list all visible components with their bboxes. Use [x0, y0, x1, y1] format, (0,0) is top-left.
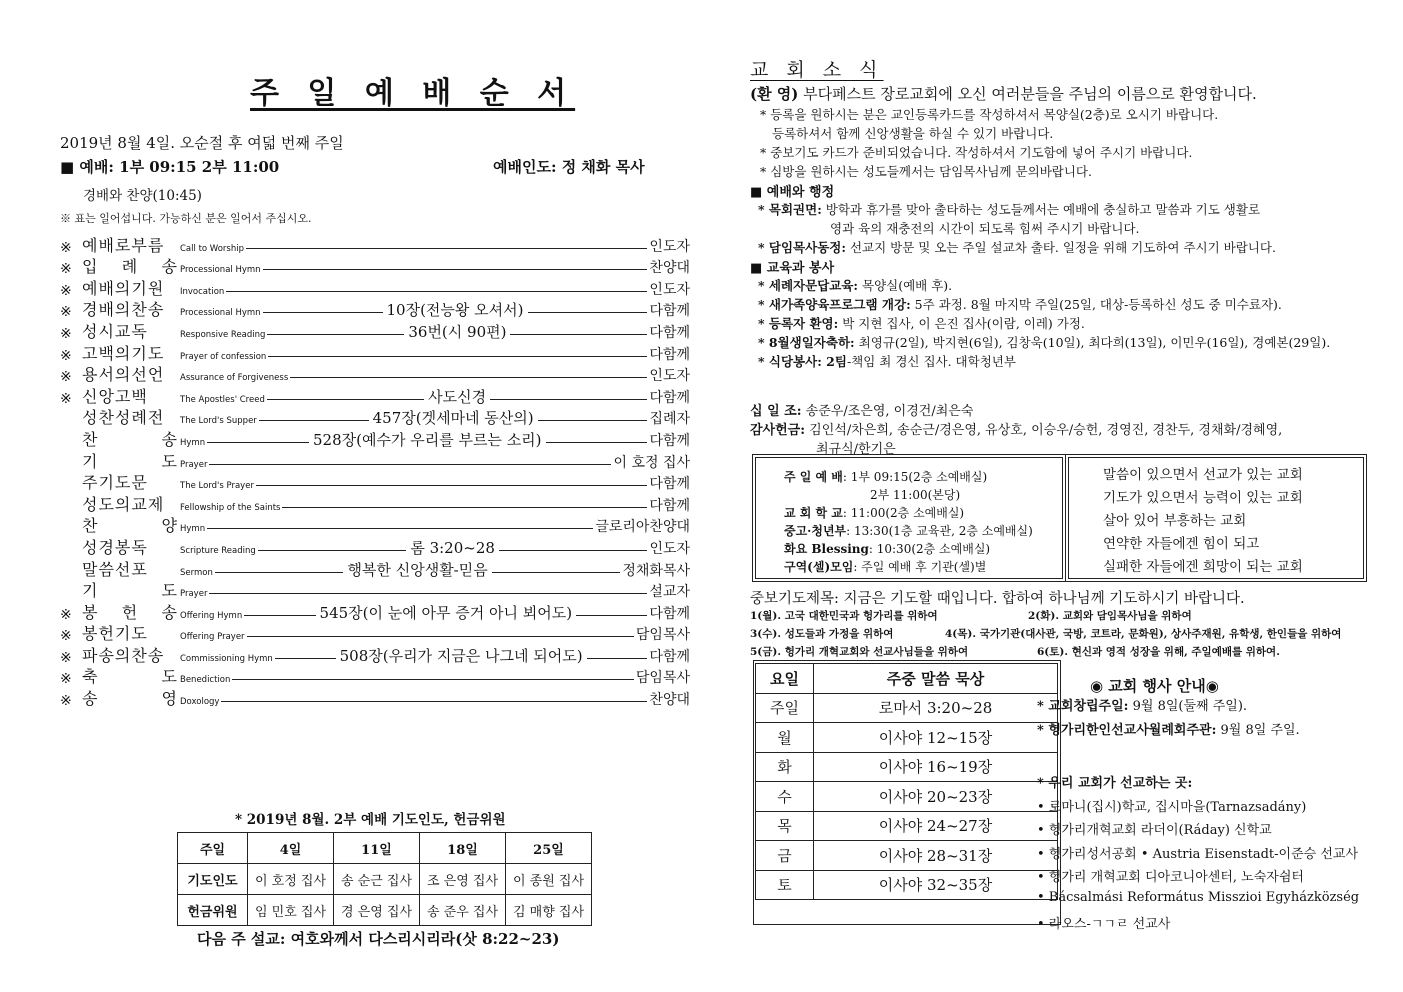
order-name: 축 도 [82, 667, 178, 687]
roster-header: 11일 [334, 833, 420, 864]
order-who: 찬양대 [649, 692, 690, 709]
reading-cell: 수 [756, 782, 814, 812]
news-item [750, 238, 1375, 257]
order-row [60, 320, 690, 342]
order-name: 성시교독 [82, 321, 148, 341]
order-row [60, 277, 690, 299]
order-row [60, 536, 690, 558]
worship-leader: 예배인도: 정 채화 목사 [493, 158, 645, 176]
motto-line: 실패한 자들에겐 희망이 되는 교회 [1103, 559, 1303, 575]
reading-header-row [756, 664, 1058, 694]
order-eng: Invocation [180, 286, 225, 297]
event-text: 9월 8일 주일. [1216, 722, 1300, 738]
order-eng: Doxology [180, 697, 220, 708]
leader-line [492, 572, 621, 573]
roster-cell: 헌금위원 [178, 895, 248, 926]
leader-line [263, 312, 383, 313]
order-who: 인도자 [649, 368, 690, 385]
roster-cell: 이 종원 집사 [506, 864, 592, 895]
order-row [60, 342, 690, 364]
news-item-label: * 세례자문답교육: [758, 278, 859, 293]
news-item [750, 295, 1375, 314]
leader-line [546, 442, 648, 443]
service-info-line [784, 540, 1054, 558]
order-eng: Hymn [180, 524, 206, 535]
order-name: 찬 양 [82, 516, 178, 536]
service-info-line [784, 558, 1054, 576]
mission-item: • 헝가리개혁교회 라더이(Ráday) 신학교 [1037, 823, 1272, 838]
order-name: 고백의기도 [82, 343, 165, 363]
order-name: 예배로부름 [82, 235, 165, 255]
mission-head-text: * 우리 교회가 선교하는 곳: [1037, 776, 1193, 791]
order-detail: 457장(겟세마네 동산의) [372, 409, 534, 428]
roster-cell: 김 매향 집사 [506, 895, 592, 926]
reading-cell: 주일 [756, 693, 814, 723]
service-date: 2019년 8월 4일. 오순절 후 여덟 번째 주일 [60, 134, 344, 152]
order-who: 찬양대 [649, 260, 690, 277]
offering-text: 송준우/조은영, 이경건/최은숙 [801, 404, 974, 419]
order-mark: ※ [60, 347, 72, 364]
order-row [60, 580, 690, 602]
leader-line [263, 269, 648, 270]
reading-row [756, 752, 1058, 782]
order-mark: ※ [60, 282, 72, 299]
mission-item: • Bácsalmási Református Misszioi Egyházközség [1037, 889, 1360, 905]
order-who: 설교자 [649, 584, 690, 601]
order-eng: Commissioning Hymn [180, 653, 273, 664]
order-eng: Prayer [180, 589, 208, 600]
welcome-item: * 심방을 원하시는 성도들께서는 담임목사님께 문의바랍니다. [760, 164, 1092, 179]
reading-table [755, 663, 1058, 900]
order-who: 다함께 [649, 648, 690, 665]
order-row [60, 623, 690, 645]
order-name: 경배의찬송 [82, 300, 165, 320]
leader-line [290, 377, 647, 378]
order-eng: Benediction [180, 675, 231, 686]
order-row [60, 666, 690, 688]
service-info-line [784, 522, 1054, 540]
service-info-label: 교 회 학 교 [784, 506, 843, 520]
leader-line [268, 356, 647, 357]
order-mark: ※ [60, 325, 72, 342]
leader-line [244, 615, 315, 616]
prayer-item: 6(토). 현신과 영적 성장을 위해, 주일예배를 위하여. [1037, 646, 1280, 658]
welcome-item: 등록하셔서 함께 신앙생활을 하실 수 있기 바랍니다. [772, 126, 1054, 141]
roster-header-row [178, 833, 592, 864]
order-row [60, 644, 690, 666]
news-item-text: 5주 과정. 8월 마지막 주일(25일, 대상-등록하신 성도 중 미수료자). [910, 297, 1282, 312]
order-eng: Prayer of confession [180, 351, 267, 362]
event-text: 9월 8일(둘째 주일). [1128, 699, 1248, 714]
reading-header: 요일 [756, 664, 814, 694]
leader-line [490, 399, 647, 400]
praise-time: 경배와 찬양(10:45) [83, 188, 202, 204]
order-row [60, 428, 690, 450]
roster-cell: 송 준우 집사 [420, 895, 506, 926]
prayer-item: 3(수). 성도들과 가정을 위하여 [750, 628, 894, 640]
roster-cell: 기도인도 [178, 864, 248, 895]
order-eng: Sermon [180, 567, 213, 578]
leader-line [207, 442, 309, 443]
reading-row [756, 811, 1058, 841]
service-times-text: ■ 예배: 1부 09:15 2부 11:00 [60, 158, 280, 176]
order-eng: The Lord's Prayer [180, 481, 254, 492]
order-who: 다함께 [649, 346, 690, 363]
service-info-label: 중고·청년부 [784, 524, 847, 538]
service-info-text: : 11:00(2층 소예배실) [842, 506, 965, 520]
order-who: 담임목사 [635, 670, 690, 687]
news-item-text: -책임 최 경신 집사. 대학청년부 [846, 354, 1016, 369]
reading-cell: 이사야 32~35장 [814, 870, 1058, 900]
news-item-label: * 등록자 환영: [758, 316, 839, 331]
reading-cell: 토 [756, 870, 814, 900]
motto-box [1068, 457, 1364, 579]
roster-cell: 경 은영 집사 [334, 895, 420, 926]
order-name: 주기도문 [82, 473, 148, 493]
welcome-item: * 등록을 원하시는 분은 교인등록카드를 작성하셔서 목양실(2층)로 오시기 바랍니다. [760, 107, 1219, 122]
service-info-label: 구역(셀)모임 [784, 560, 854, 574]
order-who: 다함께 [649, 389, 691, 406]
reading-row [756, 723, 1058, 753]
order-row [60, 601, 690, 623]
leader-line [247, 636, 634, 637]
order-detail: 행복한 신앙생활-믿음 [347, 560, 488, 579]
leader-line [510, 334, 647, 335]
leader-line [259, 420, 369, 421]
roster-cell: 임 민호 집사 [248, 895, 334, 926]
welcome-label: (환 영) [750, 85, 799, 103]
order-name: 봉 헌 송 [82, 602, 178, 622]
leader-line [267, 399, 424, 400]
leader-line [258, 550, 407, 551]
roster-table [177, 832, 592, 926]
news-item [750, 314, 1375, 333]
news-item [750, 333, 1375, 352]
order-eng: Assurance of Forgiveness [180, 373, 289, 384]
reading-cell: 이사야 16~19장 [814, 752, 1058, 782]
order-who: 인도자 [649, 540, 691, 557]
prayer-item: 5(금). 헝가리 개혁교회와 선교사님들을 위하여 [750, 646, 969, 658]
order-mark: ※ [60, 261, 72, 278]
news-item-text: 목양실(예배 후). [858, 278, 953, 293]
edu-section [750, 257, 1375, 371]
prayer-item: 4(목). 국가기관(대사관, 국방, 코트라, 문화원), 상사주재원, 유학생, 한인들을 위하여 [945, 628, 1342, 640]
service-info-text: : 10:30(2층 소예배실) [868, 542, 991, 556]
leader-line [528, 312, 648, 313]
news-item-text: 방학과 휴가를 맞아 출타하는 성도들께서는 예배에 충실하고 말씀과 기도 생활로 [821, 202, 1261, 217]
service-info-text: : 13:30(1층 교육관, 2층 소예배실) [846, 524, 1033, 538]
news-item-text: 최영규(2일), 박지현(6일), 김창욱(10일), 최다희(13일), 이민우(16일), 경예본(29일). [854, 335, 1331, 350]
order-name: 기 도 [82, 581, 178, 601]
offering-line [750, 438, 1282, 457]
page-title: 주 일 예 배 순 서 [250, 76, 576, 111]
leader-line [256, 485, 647, 486]
spacer [1037, 742, 1377, 772]
order-eng: The Lord's Supper [180, 416, 257, 427]
news-item [750, 200, 1375, 219]
order-eng: Processional Hymn [180, 265, 261, 276]
roster-title: * 2019년 8월. 2부 예배 기도인도, 헌금위원 [235, 812, 506, 828]
news-item [750, 219, 1375, 238]
order-name: 파송의찬송 [82, 645, 165, 665]
order-mark: ※ [60, 369, 72, 386]
reading-cell: 로마서 3:20~28 [814, 693, 1058, 723]
order-who: 글로리아찬양대 [595, 519, 690, 536]
order-mark: ※ [60, 671, 72, 688]
order-name: 예배의기원 [82, 278, 165, 298]
order-eng: Offering Hymn [180, 610, 243, 621]
service-info-text: : 주일 예배 후 기관(셀)별 [853, 560, 987, 574]
order-row [60, 385, 690, 407]
order-mark: ※ [60, 304, 72, 321]
leader-line [226, 291, 647, 292]
order-row [60, 364, 690, 386]
mission-item: • 로마니(집시)학교, 집시마을(Tarnazsadány) [1037, 799, 1307, 815]
order-who: 다함께 [649, 605, 690, 622]
mission-item: • 헝가리 개혁교회 디아코니아센터, 노숙자쉼터 [1037, 870, 1304, 885]
next-sermon: 다음 주 설교: 여호와께서 다스리시리라(삿 8:22~23) [197, 930, 560, 948]
motto-line: 살아 있어 부흥하는 교회 [1103, 513, 1247, 529]
offering-line [750, 419, 1282, 438]
order-row [60, 299, 690, 321]
order-eng: Call to Worship [180, 243, 244, 254]
leader-line [246, 248, 647, 249]
reading-cell: 이사야 28~31장 [814, 841, 1058, 871]
roster-header: 4일 [248, 833, 334, 864]
order-detail: 사도신경 [428, 387, 487, 406]
leader-line [209, 593, 647, 594]
welcome-text: 부다페스트 장로교회에 오신 여러분들을 주님의 이름으로 환영합니다. [798, 85, 1257, 103]
worship-section [750, 181, 1375, 257]
service-times [60, 156, 670, 177]
news-item-label: * 새가족양육프로그램 개강: [758, 297, 911, 312]
stand-note: ※ 표는 일어섭니다. 가능하신 분은 일어서 주십시오. [60, 212, 312, 225]
order-mark: ※ [60, 693, 72, 710]
order-eng: Hymn [180, 437, 206, 448]
order-of-worship-page [55, 60, 695, 980]
reading-header: 주중 말씀 묵상 [814, 664, 1058, 694]
order-who: 다함께 [649, 324, 690, 341]
order-detail: 545장(이 눈에 아무 증거 아니 뵈어도) [319, 603, 573, 622]
leader-line [499, 550, 648, 551]
order-eng: Prayer [180, 459, 208, 470]
leader-line [576, 615, 647, 616]
edu-head: ■ 교육과 봉사 [750, 261, 835, 276]
mission-item: • 라오스-ㄱㄱㄹ 선교사 [1037, 917, 1171, 932]
service-info-label: 주 일 예 배 [784, 470, 843, 484]
reading-cell: 목 [756, 811, 814, 841]
order-mark: ※ [60, 606, 72, 623]
roster-row [178, 864, 592, 895]
order-eng: Responsive Reading [180, 329, 266, 340]
welcome-lines [750, 105, 1375, 181]
leader-line [209, 464, 611, 465]
order-name: 성찬성례전 [82, 408, 165, 428]
service-info-label: 화요 Blessing [784, 542, 869, 556]
worship-items [750, 200, 1375, 257]
news-item-text: 선교지 방문 및 오는 주일 설교차 출타. 일정을 위해 기도하여 주시기 바랍니다. [845, 240, 1276, 255]
offering-text: 최규식/한기은 [816, 442, 896, 457]
order-detail: 10장(전능왕 오셔서) [386, 301, 524, 320]
reading-cell: 이사야 12~15장 [814, 723, 1058, 753]
leader-line [538, 420, 648, 421]
order-mark: ※ [60, 649, 72, 666]
news-item-label: * 8월생일자축하: [758, 335, 855, 350]
order-row [60, 515, 690, 537]
order-eng: Scripture Reading [180, 545, 256, 556]
order-who: 이 호정 집사 [613, 454, 690, 471]
order-mark: ※ [60, 628, 72, 645]
reading-cell: 이사야 24~27장 [814, 811, 1058, 841]
leader-line [282, 507, 647, 508]
service-info-text: 2부 11:00(본당) [870, 488, 961, 502]
edu-items [750, 276, 1375, 371]
news-item-label: * 식당봉사: 2팀 [758, 354, 847, 369]
prayer-item: 1(월). 고국 대한민국과 헝가리를 위하여 [750, 610, 938, 622]
roster-row [178, 895, 592, 926]
service-info-text: : 1부 09:15(2층 소예배실) [842, 470, 988, 484]
order-row [60, 493, 690, 515]
event-label: * 헝가리한인선교사월례회주관: [1037, 722, 1217, 738]
leader-line [215, 572, 344, 573]
prayer-head: 중보기도제목: 지금은 기도할 때입니다. 합하여 하나님께 기도하시기 바랍니다. [750, 591, 1245, 607]
order-row [60, 256, 690, 278]
prayer-item: 2(화). 교회와 담임목사님을 위하여 [1028, 610, 1192, 622]
order-name: 기 도 [82, 451, 178, 471]
order-who: 정채화목사 [622, 562, 690, 579]
prayer-items [750, 608, 1375, 662]
reading-row [756, 693, 1058, 723]
order-who: 집례자 [649, 411, 691, 428]
events-title: ◉ 교회 행사 안내◉ [1090, 677, 1219, 695]
order-who: 다함께 [649, 303, 691, 320]
roster-header: 18일 [420, 833, 506, 864]
reading-cell: 금 [756, 841, 814, 871]
order-who: 인도자 [649, 238, 690, 255]
order-name: 말씀선포 [82, 559, 148, 579]
news-item-text: 박 지현 집사, 이 은진 집사(이람, 이레) 가정. [838, 316, 1085, 331]
motto-line: 연약한 자들에겐 힘이 되고 [1103, 536, 1260, 552]
order-name: 입 례 송 [82, 257, 178, 277]
news-item [750, 276, 1375, 295]
leader-line [207, 528, 593, 529]
events-list [1037, 695, 1377, 937]
welcome-item: * 중보기도 카드가 준비되었습니다. 작성하셔서 기도함에 넣어 주시기 바랍니다. [760, 145, 1193, 160]
service-info-line [784, 486, 1054, 504]
offering-line [750, 400, 1282, 419]
leader-line [221, 701, 647, 702]
offering-list [750, 400, 1282, 457]
reading-cell: 화 [756, 752, 814, 782]
mission-head [1037, 772, 1377, 796]
event-line [1037, 695, 1377, 719]
news-item-label: * 목회권면: [758, 202, 822, 217]
order-row [60, 234, 690, 256]
order-row [60, 472, 690, 494]
news-item-text: 영과 육의 재충전의 시간이 되도록 힘써 주시기 바랍니다. [830, 221, 1140, 236]
event-line [1037, 719, 1377, 743]
welcome-line [750, 83, 1257, 104]
order-who: 인도자 [649, 281, 690, 298]
roster-cell: 조 은영 집사 [420, 864, 506, 895]
offering-label: 십 일 조: [750, 404, 802, 419]
order-who: 다함께 [649, 497, 690, 514]
motto-line: 기도가 있으면서 능력이 있는 교회 [1103, 490, 1303, 506]
service-info-box [755, 457, 1063, 579]
news-item [750, 352, 1375, 371]
order-row [60, 407, 690, 429]
roster-cell: 송 순근 집사 [334, 864, 420, 895]
order-who: 담임목사 [635, 627, 690, 644]
order-eng: The Apostles' Creed [180, 394, 265, 405]
order-name: 송 영 [82, 689, 178, 709]
order-detail: 508장(우리가 지금은 나그네 되어도) [339, 646, 583, 665]
reading-cell: 이사야 20~23장 [814, 782, 1058, 812]
reading-row [756, 870, 1058, 900]
roster-header: 주일 [178, 833, 248, 864]
order-detail: 36번(시 90편) [408, 322, 507, 341]
order-name: 성도의교제 [82, 494, 165, 514]
reading-row [756, 841, 1058, 871]
reading-cell: 월 [756, 723, 814, 753]
order-row [60, 450, 690, 472]
order-detail: 롬 3:20~28 [410, 538, 495, 557]
order-eng: Processional Hymn [180, 308, 261, 319]
order-name: 찬 송 [82, 429, 178, 449]
order-list [60, 234, 690, 709]
church-news-page [750, 55, 1375, 985]
event-label: * 교회창립주일: [1037, 699, 1129, 714]
order-mark: ※ [60, 239, 72, 256]
prayer-row [750, 626, 1375, 644]
offering-text: 김인석/차은희, 송순근/경은영, 유상호, 이승우/승헌, 경영진, 경찬두, 경채화/경혜영, [805, 423, 1283, 438]
prayer-row [750, 608, 1375, 626]
order-detail: 528장(예수가 우리를 부르는 소리) [313, 430, 542, 449]
leader-line [587, 658, 648, 659]
order-name: 봉헌기도 [82, 624, 148, 644]
mission-item: • 헝가리성서공회 • Austria Eisenstadt-이준승 선교사 [1037, 846, 1358, 862]
leader-line [267, 334, 404, 335]
leader-line [232, 679, 634, 680]
worship-head: ■ 예배와 행정 [750, 185, 835, 200]
service-info-line [784, 504, 1054, 522]
news-item-label: * 담임목사동정: [758, 240, 846, 255]
news-title: 교 회 소 식 [750, 59, 884, 81]
order-row [60, 687, 690, 709]
order-name: 용서의선언 [82, 365, 165, 385]
leader-line [275, 658, 336, 659]
order-eng: Fellowship of the Saints [180, 502, 281, 513]
order-who: 다함께 [649, 432, 691, 449]
roster-cell: 이 호정 집사 [248, 864, 334, 895]
offering-label: 감사헌금: [750, 423, 806, 438]
service-info-line [784, 468, 1054, 486]
order-name: 신앙고백 [82, 386, 148, 406]
order-mark: ※ [60, 390, 72, 407]
order-who: 다함께 [649, 476, 690, 493]
order-name: 성경봉독 [82, 537, 148, 557]
order-row [60, 558, 690, 580]
order-eng: Offering Prayer [180, 632, 245, 643]
reading-row [756, 782, 1058, 812]
motto-line: 말씀이 있으면서 선교가 있는 교회 [1103, 467, 1303, 483]
roster-header: 25일 [506, 833, 592, 864]
